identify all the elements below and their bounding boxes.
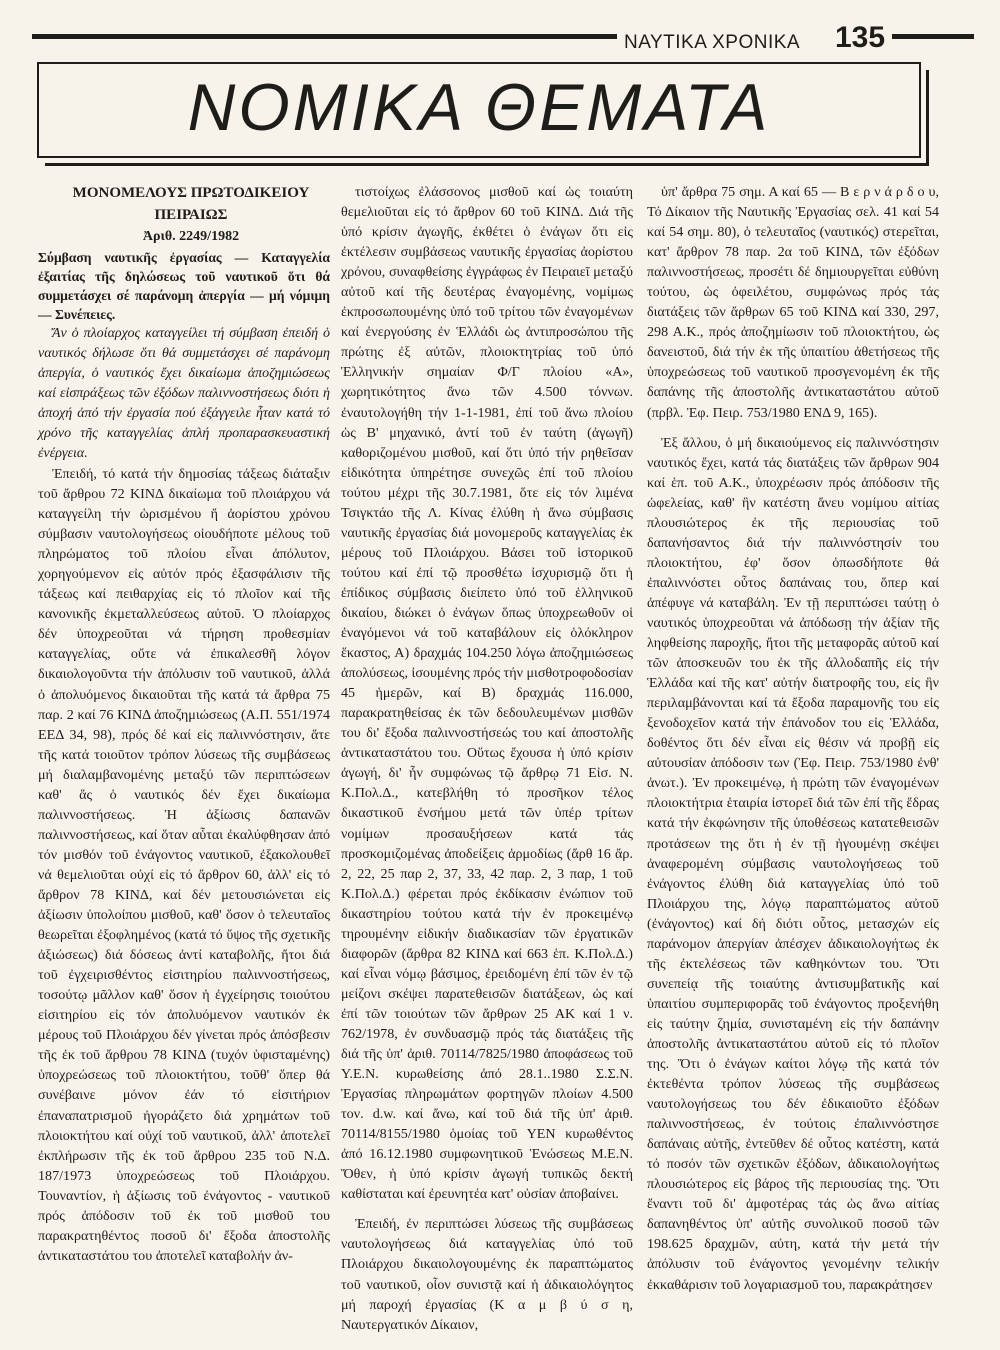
- page-header: [32, 18, 974, 58]
- body-paragraph: Ἐπειδή, ἐν περιπτώσει λύσεως τῆς συμβάσεως ναυτολογήσεως διά καταγγελίας ὑπό τοῦ Πλοιάρχου δικαιολογουμένης ἐκ παραπτώματος τοῦ ναυτικοῦ, οἷον συνιστᾷ καί ἡ ἀδικαιολόγητος μή παροχή ἐργασίας (Κ α μ β ύ σ η, Ναυτεργατικόν Δίκαιον,: [341, 1216, 633, 1333]
- magazine-name: ΝΑΥΤΙΚΑ ΧΡΟΝΙΚΑ: [624, 32, 801, 53]
- body-paragraph: τιστοίχως ἐλάσσονος μισθοῦ καί ὡς τοιαύτη θεμελιοῦται εἰς τό ἄρθρον 60 τοῦ ΚΙΝΔ. Διά τῆς ὑπό κρίσιν ἀγωγῆς, ἐκθέτει ὁ ἐνάγων ὅτι εἰς ἐκτέλεσιν συμβάσεως ναυτικῆς ἐργασίας ἀορίστου χρόνου, συναφθείσης ἐγγράφως ἐν Πειραιεῖ μεταξύ αὐτοῦ καί τῆς δευτέρας ἐναγομένης, νομίμως ἐκπροσωπουμένης ὑπό τοῦ τρίτου τῶν ἐναγομένων καί ἐνεργούσης ἐν Ἑλλάδι ὡς ἀντιπροσώπου τῆς πρώτης ἐξ αὐτῶν, πλοιοκτητρίας τοῦ ὑπό Ἑλληνικήν σημαίαν Φ/Γ πλοίου «Α», χωρητικότητος ἄνω τῶν 4.500 τόννων. ἐναυτολογήθη τήν 1-1-1981, ἐπί τοῦ ἄνω πλοίου ὡς Β' μηχανικό, ἀντί τοῦ ἐν ταύτη (ἀγωγῆ) καθοριζομένου μισθοῦ, καί ὅτι ὑπό τήν ρηθεῖσαν εἰδικότητα ὑπηρέτησε συνεχῶς ἐπί τοῦ πλοίου τούτου μέχρι τῆς 30.7.1981, ὅτε εἰς τόν λιμένα Τσιγκτάο τῆς Λ. Κίνας ἐλύθη ἡ ἄνω σύμβασις ναυτικῆς ἐργασίας διά μονομεροῦς καταγγελίας ἐκ μέρους τοῦ Πλοιάρχου. Βάσει τοῦ ἱστορικοῦ τούτου καί ἐπί τῷ προσθέτω ἰσχυρισμῷ ὅτι ἡ ἐπίδικος σύμβασις διείπετο ὑπό τοῦ ἑλληνικοῦ δικαίου, διώκει ὁ ἐνάγων ὅπως ὑποχρεωθοῦν οἱ ἐναγόμενοι νά τοῦ καταβάλουν εἰς ὁλόκληρον ἕκαστος, Α) δραχμάς 104.250 λόγω ἀποζημιώσεως ἀπολύσεως, ἰσουμένης πρός τήν μισθοτροφοδοσίαν 45 ἡμερῶν, καί Β) δραχμάς 116.000, παρακρατηθείσας ἐκ τῶν δεδουλευμένων μισθῶν του δι' ἔξοδα παλιννοστήσεώς του καί ἀποστολῆς ἀντικαταστάτου του. Οὕτως ἔχουσα ἡ ὑπό κρίσιν ἀγωγή, δι' ἧν συμφώνως τῷ ἄρθρῳ 71 Εἰσ. Ν. Κ.Πολ.Δ., κατεβλήθη τό προσῆκον τέλος δικαστικοῦ ἐνσήμου μετά τῶν ὑπέρ τρίτων νομίμων προσαυξήσεων κατά τάς προσκομιζομένας ἀποδείξεις ἁρμοδίως (ἄρθ 16 ἄρ. 2, 22, 25 παρ 2, 37, 33, 42 παρ. 2, 3 παρ, 1 τοῦ Κ.Πολ.Δ.) φέρεται πρός ἐκδίκασιν ἐνώπιον τοῦ δικαστηρίου τούτου κατά τήν ἐν προκειμένῳ τηρουμένην εἰδικήν διαδικασίαν τῶν ἐργατικῶν διαφορῶν (ἄρθρα 82 ΚΙΝΔ καί 663 ἑπ. Κ.Πολ.Δ.) καί εἶναι νόμῳ βάσιμος, ἐρειδομένη ἐπί τῶν ἐν τῷ μείζονι σκέψει παρατεθεισῶν διατάξεων, ὡς καί ἐπί τῶν τοιούτων τῶν ἄρθρων 25 ΑΚ καί 1 ν. 762/1978, ἐν συνδυασμῷ πρός τάς διατάξεις τῆς διά τῆς ὑπ' ἀριθ. 70114/7825/1980 ἀποφάσεως τοῦ Υ.Ε.Ν. κυρωθείσης ἀπό 28.1..1980 Σ.Σ.Ν. Ἐργασίας πληρωμάτων φορτηγῶν πλοίων 4.500 τον. d.w. καί ἄνω, καί τοῦ διά τῆς ὑπ' ἀριθ. 70114/8155/1980 ὁμοίας τοῦ ΥΕΝ κυρωθέντος ἀπό 16.12.1980 συμφωνητικοῦ Ἑνώσεως Μ.Ε.Ν. Ὅθεν, ἡ ὑπό κρίσιν ἀγωγή τυπικῶς δεκτή καθίσταται καί ἐρευνητέα κατ' οὐσίαν ἀποβαίνει.: [341, 184, 633, 1203]
- column-3: [647, 182, 939, 1295]
- header-rule-left: [32, 34, 617, 39]
- column-2: [341, 182, 633, 1335]
- body-paragraph: Ἐπειδή, τό κατά τήν δημοσίας τάξεως διάταξιν τοῦ ἄρθρου 72 ΚΙΝΔ δικαίωμα τοῦ πλοιάρχου νά καταγγείλη τήν ὡρισμένου ἤ ἀορίστου χρόνου σύμβασιν ναυτολογήσεως οἱουδήποτε μέλους τοῦ πληρώματος τοῦ πλοίου εἶναι ἀπόλυτον, χορηγούμενον εἰς αὐτόν πρός ἐξασφάλισιν τῆς τάξεως καί πειθαρχίας εἰς τό πλοῖον καί τῆς κανονικῆς ἐκμεταλλεύσεως αὐτοῦ. Ὁ πλοίαρχος δέν ὑποχρεοῦται νά τήρηση προθεσμίαν καταγγελίας, οὔτε νά ἐπικαλεσθῆ λόγον δικαιολογοῦντα τήν ἀπόλυσιν τοῦ ναυτικοῦ, ἀλλά ὁ ἀπολυόμενος δικαιοῦται τῆς κατά τά ἄρθρα 75 παρ. 2 καί 76 ΚΙΝΔ ἀποζημιώσεως (Α.Π. 551/1974 ΕΕΔ 34, 98), πρός δέ καί εἰς παλιννόστησιν, ἅτε τῆς κατά τοιοῦτον τρόπον λύσεως τῆς συμβάσεως μή διαλαμβανομένης μεταξύ τῶν περιπτώσεων καθ' ἅς ὁ ναυτικός δέν ἔχει δικαίωμα παλιννοστήσεως. Ἡ ἀξίωσις δαπανῶν παλιννοστήσεως, καί ὅταν αὗται ἐκαλύφθησαν ἀπό τόν μισθόν τοῦ ἐνάγοντος ναυτικοῦ, ἐξακολουθεῖ νά θεμελιοῦται οὐχί εἰς τό ἄρθρον 60, ἀλλ' εἰς τό ἄρθρον 78 ΚΙΝΔ, καί δέν μετουσιώνεται εἰς ἀξίωσιν ὑπολοίπου μισθοῦ, καθ' ὅσον ὁ τελευταῖος θεωρεῖται ἐξοφλημένος (κατά τό ὕψος τῆς σχετικῆς ἀξιώσεως) διά δόσεως ἀντί καταβολῆς, ἤτοι διά τοῦ ἐγχειρισθέντος εἰσιτηρίου παλιννοστήσεως, τοσούτῳ μᾶλλον καθ' ὅσον ἡ ἐγχείρησις τοιούτου εἰσιτηρίου εἰς τόν ἀπολυόμενον ναυτικόν ἐκ μέρους τοῦ Πλοιάρχου δέν γίνεται πρός ἀπόσβεσιν τῆς ἐκ τοῦ ἄρθρου 78 ΚΙΝΔ (τυχόν ὑφισταμένης) ὑποχρεώσεως τοῦ πλοιοκτήτου, τοῦθ' ὅπερ θά συνέβαινε μόνον ἐάν τό εἰσιτήριον ἐπαναπατρισμοῦ ἠγοράζετο διά χρημάτων τοῦ πλοιοκτήτου καί οὐχί τοῦ ναυτικοῦ, ἀλλ' ἀποτελεῖ ἐκπλήρωσιν τῆς ἐκ τοῦ ἄρθρου 235 τοῦ Ν.Δ. 187/1973 ὑποχρεώσεως τοῦ Πλοιάρχου. Τουναντίον, ἡ ἀξίωσις τοῦ ἐνάγοντος - ναυτικοῦ πρός ἀπόδοσιν τοῦ ἐκ τοῦ μισθοῦ του παρακρατηθέντος ποσοῦ δι' ἔξοδα ἀποστολῆς ἀντικαταστάτου του ἀποτελεῖ καταβολήν ἀν-: [38, 466, 330, 1264]
- section-title: ΝΟΜΙΚΑ ΘΕΜΑΤΑ: [187, 70, 771, 144]
- section-title-box: [37, 62, 921, 158]
- court-city: ΠΕΙΡΑΙΩΣ: [154, 207, 228, 223]
- body-paragraph: ὑπ' ἄρθρα 75 σημ. Α καί 65 — Β ε ρ ν ά ρ δ ο υ, Τό Δίκαιον τῆς Ναυτικῆς Ἐργασίας σελ. 41 καί 54 καί 54 σημ. 80), ὁ τελευταῖος (ναυτικός) στερεῖται, κατ' ἄρθρον 78 παρ. 2α τοῦ ΚΙΝΔ, τῶν ἐξόδων παλιννοστήσεως, προσέτι δέ δημιουργεῖται εὐθύνη τούτου, ὡς ὀφειλέτου, συμφώνως πρός τάς διατάξεις τῶν ἄρθρων 65 τοῦ ΚΙΝΔ καί 330, 297, 298 Α.Κ., πρός ἀποζημίωσιν τοῦ πλοιοκτήτου, ὡς δανειστοῦ, διά τήν ἐκ τῆς ὑπαιτίου ἀθετήσεως τῆς ὑποχρεώσεως τοῦ ναυτικοῦ προσγενομένη ἐκ τῆς δαπάνης τῆς ἀποστολῆς ἀντικαταστάτου αὐτοῦ (πρβλ. Ἐφ. Πειρ. 753/1980 ΕΝΔ 9, 165).: [647, 184, 939, 421]
- body-paragraph: Ἐξ ἄλλου, ὁ μή δικαιούμενος εἰς παλιννόστησιν ναυτικός ἔχει, κατά τάς διατάξεις τῶν ἄρθρων 904 καί ἑπ. τοῦ Α.Κ., ὑποχρέωσιν πρός ἀπόδοσιν τῆς ὠφελείας, καθ' ἣν κατέστη ἄνευ νομίμου αἰτίας πλουσιώτερος ἐκ τῆς περιουσίας τοῦ δαπανήσαντος διά τήν παλιννόστησίν του πλοιοκτήτου, ἐφ' ὅσον ὁπωσδήποτε θά ἐπαλιννόστει οὗτος δαπάναις του, ὅπερ καί ἀπέφυγε νά καταβάλη. Ἐν τῇ περιπτώσει ταύτῃ ὁ ναυτικός ὑποχρεοῦται νά ἀπόδωσῃ τήν ἀξίαν τῆς ληφθείσης παροχῆς, ἤτοι τῆς μεταφορᾶς αὐτοῦ καί τῶν ἀποσκευῶν του ἐκ τῆς ἀλλοδαπῆς εἰς τήν Ἑλλάδα καί τῆς κατ' αὐτήν διατροφῆς του, εἰς ἣν περιλαμβάνονται καί τά ἔξοδα παραμονῆς του εἰς ξενοδοχεῖον κατά τήν ἐπάνοδον του εἰς Ἑλλάδα, δοθέντος ὅτι δέν εἶναι εἰς θέσιν νά προβῇ εἰς αὐτουσίαν ἀπόδοσιν των (Ἐφ. Πειρ. 753/1980 ἐνθ' ἀνωτ.). Ἐν προκειμένῳ, ἡ πρώτη τῶν ἐναγομένων πλοιοκτήτρια ἑταιρία ἰστορεῖ διά τῶν ἐπί τῆς ἕδρας κατά τήν ἐκφώνησιν τῆς ὑποθέσεως κατατεθεισῶν προτάσεων της ὅτι ἡ ἐν τῇ ἡγουμένῃ σκέψει ἀναφερομένη σύμβασις ναυτολογήσεως τοῦ ἐνάγοντος ἐλύθη διά καταγγελίας ὑπό τοῦ Πλοιάρχου της, λόγῳ παραπτώματος αὐτοῦ (ἐνάγοντος) καί δή διότι οὗτος, μετασχών εἰς παράνομον ἀπεργίαν ἀπέσχεν ἀδικαιολογήτως ἐκ τῆς ἐκτελέσεως τῶν καθηκόντων του. Ὅτι συνεπείᾳ τῆς τοιαύτης ἀντισυμβατικῆς καί ὑπαιτίου συμπεριφορᾶς τοῦ ἐνάγοντος προξενήθη εἰς ταύτην ζημία, συνισταμένη εἰς τήν δαπάνην ἀποστολῆς ἀντικαταστάτου αὐτοῦ εἰς τό πλοῖον της. Ὅτι ὁ ἐνάγων καίτοι λόγῳ τῆς κατά τόν ἐκτεθέντα τρόπον λύσεως τῆς συμβάσεως ναυτολογήσεως του δέν ἐδικαιοῦτο ἐξόδων παλιννοστήσεως, ἐν τούτοις ἐπαλιννόστησε δαπάναις αὐτῆς, ἐντεῦθεν δέ οὗτος κατέστη, κατά τό ποσόν τῶν σχετικῶν ἐξόδων, ἀδικαιολογήτως πλουσιώτερος εἰς βάρος τῆς περιουσίας της. Ὅτι ἔναντι τοῦ δι' ἀμφοτέρας τάς ὡς ἄνω αἰτίας δαπανηθέντος ὑπ' αὐτῆς συνολικοῦ ποσοῦ τῶν 198.625 δραχμῶν, αὐτη, κατά τήν μετά τήν ἀπόλυσιν τοῦ ἐνάγοντος γενομένην τελικήν ἐκκαθάρισιν τοῦ λογαριασμοῦ του, παρακράτησεν: [647, 434, 939, 1293]
- header-rule-right: [892, 34, 974, 39]
- court-name: ΜΟΝΟΜΕΛΟΥΣ ΠΡΩΤΟΔΙΚΕΙΟΥ: [72, 185, 310, 201]
- decision-number: Ἀριθ. 2249/1982: [142, 229, 240, 244]
- case-summary: Σύμβαση ναυτικῆς ἐργασίας — Καταγγελία ἐξαιτίας τῆς δηλώσεως τοῦ ναυτικοῦ ὅτι θά συμμετάσχει σέ παράνομη ἀπεργία — μή νόμιμη — Συνέπειες.: [38, 250, 330, 322]
- case-headnote: Ἄν ὁ πλοίαρχος καταγγείλει τή σύμβαση ἐπειδή ὁ ναυτικός δήλωσε ὅτι θά συμμετάσχει σέ παράνομη ἀπεργία, ὁ ναυτικός ἔχει δικαίωμα ἀποζημιώσεως καί εἰσπράξεως τῶν ἐξόδων παλιννοστήσεως διότι ἡ ἀποχή ἀπό τήν ἐργασία πού ἐξάγγειλε ἦταν κατά τό χρόνο τῆς καταγγελίας ἁπλή προπαρασκευαστική ἐνέργεια.: [38, 326, 330, 461]
- column-1: [38, 182, 330, 1266]
- page-number: 135: [835, 21, 886, 54]
